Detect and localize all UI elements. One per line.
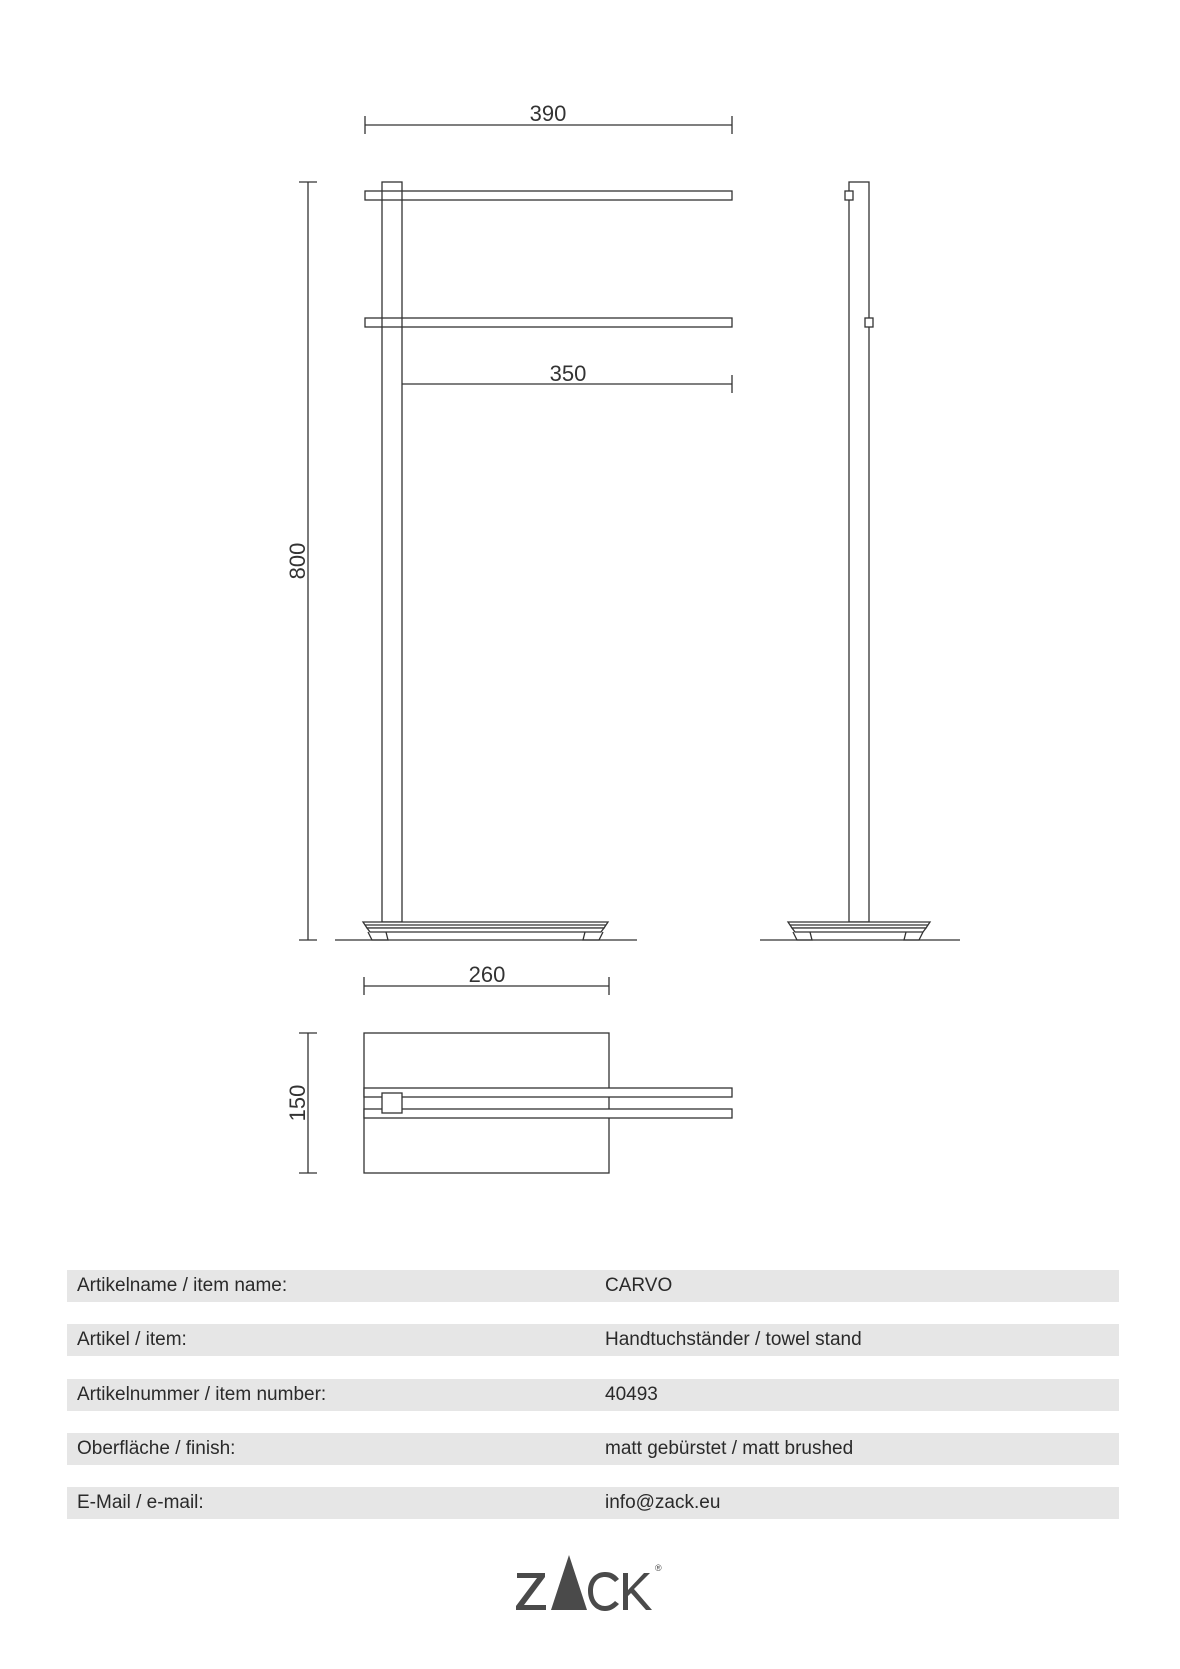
side-bar-top xyxy=(845,191,853,200)
logo-letter-c xyxy=(588,1572,619,1611)
spec-value: 40493 xyxy=(605,1384,658,1405)
spec-row-email xyxy=(67,1487,1119,1519)
dimension-label-width: 390 xyxy=(529,101,567,126)
side-view xyxy=(760,182,960,940)
spec-value: matt gebürstet / matt brushed xyxy=(605,1438,854,1459)
logo-letter-k xyxy=(623,1573,652,1610)
spec-value: Handtuchständer / towel stand xyxy=(605,1329,862,1350)
spec-row-finish xyxy=(67,1433,1119,1465)
side-bar-middle xyxy=(865,318,873,327)
dimension-label-base-depth: 150 xyxy=(285,1084,310,1122)
dimension-label-bar: 350 xyxy=(549,361,587,386)
spec-row-item-name xyxy=(67,1270,1119,1302)
spec-row-item xyxy=(67,1324,1119,1356)
top-view-post xyxy=(382,1093,402,1113)
top-towel-bar xyxy=(365,191,732,200)
front-view xyxy=(299,116,732,940)
top-view-bar-upper xyxy=(364,1088,732,1097)
spec-value: info@zack.eu xyxy=(605,1492,721,1513)
spec-label: Artikelnummer / item number: xyxy=(77,1384,327,1405)
front-post xyxy=(382,182,402,922)
logo-letter-z xyxy=(516,1573,546,1610)
logo-registered-mark: ® xyxy=(655,1563,662,1573)
side-post xyxy=(849,182,869,922)
spec-label: Artikelname / item name: xyxy=(77,1275,288,1296)
middle-towel-bar xyxy=(365,318,732,327)
top-view-bar-lower xyxy=(364,1109,732,1118)
dimension-label-height: 800 xyxy=(285,542,310,580)
front-base xyxy=(335,922,637,940)
zack-logo xyxy=(515,1555,665,1615)
logo-letter-a xyxy=(551,1555,587,1610)
spec-label: E-Mail / e-mail: xyxy=(77,1492,204,1513)
dimension-label-base-width: 260 xyxy=(468,962,506,987)
top-view xyxy=(299,977,732,1173)
side-base xyxy=(760,922,960,940)
spec-value: CARVO xyxy=(605,1275,673,1296)
spec-label: Artikel / item: xyxy=(77,1329,187,1350)
spec-label: Oberfläche / finish: xyxy=(77,1438,236,1459)
spec-row-item-number xyxy=(67,1379,1119,1411)
